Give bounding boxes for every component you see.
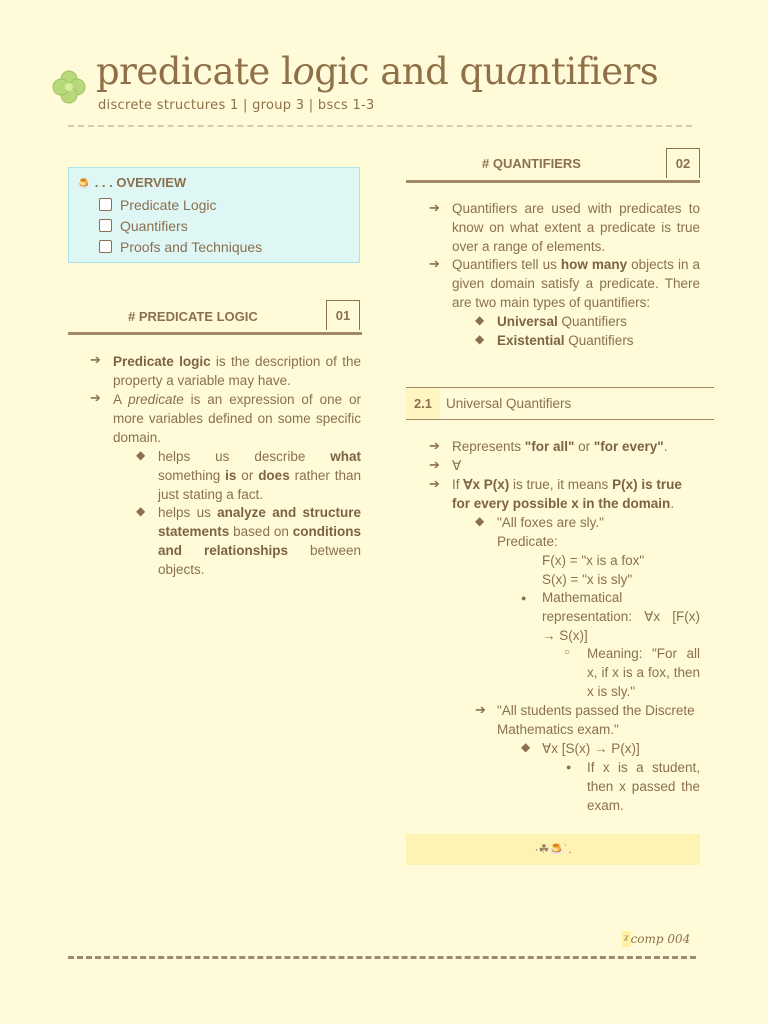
page-subtitle: discrete structures 1 | group 3 | bscs 1-3: [98, 98, 375, 113]
arrow-icon: ➔: [429, 438, 440, 453]
predicate-use-2: helps us analyze and structure statements based on conditions and relationships between objects.: [158, 505, 361, 577]
predicate-definition: A predicate is an expression of one or more variables defined on some specific domain.: [113, 392, 361, 445]
overview-heading: 🍮 . . . OVERVIEW: [77, 175, 187, 190]
checkbox-icon[interactable]: [99, 240, 112, 253]
example-math-representation: Mathematical representation: ∀x [F(x) → S(x)]: [542, 590, 700, 643]
diamond-icon: ◆: [136, 448, 146, 462]
arrow-icon: ➔: [475, 702, 486, 717]
overview-item[interactable]: Quantifiers: [99, 216, 262, 237]
page-title: predicate logic and quantifiers: [96, 50, 659, 93]
quantifiers-definition: Quantifiers are used with predicates to know on what extent a predicate is true over a range of elements.: [452, 201, 700, 254]
overview-item[interactable]: Predicate Logic: [99, 195, 262, 216]
circle-bullet-icon: ○: [564, 647, 571, 658]
header-divider: [68, 125, 692, 127]
section-heading-predicate-logic: # PREDICATE LOGIC 01: [68, 300, 362, 335]
section-number: 01: [326, 300, 360, 330]
diamond-icon: ◆: [475, 514, 485, 528]
course-tag: ᵡ comp 004: [624, 932, 691, 946]
subsection-number: 2.1: [406, 388, 440, 419]
example-predicate-label: Predicate:: [497, 534, 558, 549]
subsection-title: Universal Quantifiers: [446, 396, 572, 411]
pudding-icon: 🍮: [77, 178, 91, 190]
quantifier-type-universal: Universal Quantifiers: [497, 314, 627, 329]
arrow-icon: ➔: [429, 256, 440, 271]
bullet-icon: ●: [566, 762, 572, 772]
section-heading-quantifiers: # QUANTIFIERS 02: [406, 148, 700, 183]
example-foxes: "All foxes are sly.": [497, 515, 604, 530]
example-predicate-s: S(x) = "x is sly": [542, 572, 633, 587]
universal-symbol: ∀: [452, 458, 462, 473]
subsection-heading-universal: [406, 387, 714, 420]
example-students-meaning: If x is a student, then x passed the exam.: [587, 760, 700, 813]
universal-meaning: If ∀x P(x) is true, it means P(x) is true for every possible x in the domain.: [452, 477, 682, 511]
clover-icon: [52, 70, 86, 104]
diamond-icon: ◆: [475, 332, 485, 346]
example-students: "All students passed the Discrete Mathematics exam.": [497, 703, 695, 737]
arrow-icon: ➔: [429, 457, 440, 472]
bullet-icon: ●: [521, 593, 527, 603]
example-students-formula: ∀x [S(x) → P(x)]: [542, 741, 640, 756]
arrow-icon: ➔: [90, 352, 101, 367]
overview-box: [68, 167, 360, 263]
checkbox-icon[interactable]: [99, 198, 112, 211]
footer-divider: [68, 956, 696, 959]
section-number: 02: [666, 148, 700, 178]
decorative-banner: ·☘🍮˙.: [406, 834, 700, 865]
arrow-icon: ➔: [429, 200, 440, 215]
diamond-icon: ◆: [136, 504, 146, 518]
quantifier-type-existential: Existential Quantifiers: [497, 333, 634, 348]
predicate-logic-definition: Predicate logic is the description of the property a variable may have.: [113, 354, 361, 388]
arrow-icon: ➔: [429, 476, 440, 491]
checkbox-icon[interactable]: [99, 219, 112, 232]
quantifiers-how-many: Quantifiers tell us how many objects in a given domain satisfy a predicate. There are two main types of quantifiers:: [452, 257, 700, 310]
universal-represents: Represents "for all" or "for every".: [452, 439, 668, 454]
example-foxes-meaning: Meaning: "For all x, if x is a fox, then x is sly.": [587, 646, 700, 699]
example-predicate-f: F(x) = "x is a fox": [542, 553, 645, 568]
overview-item[interactable]: Proofs and Techniques: [99, 237, 262, 258]
diamond-icon: ◆: [475, 313, 485, 327]
predicate-use-1: helps us describe what something is or does rather than just stating a fact.: [158, 449, 361, 502]
arrow-icon: ➔: [90, 390, 101, 405]
diamond-icon: ◆: [521, 740, 531, 754]
